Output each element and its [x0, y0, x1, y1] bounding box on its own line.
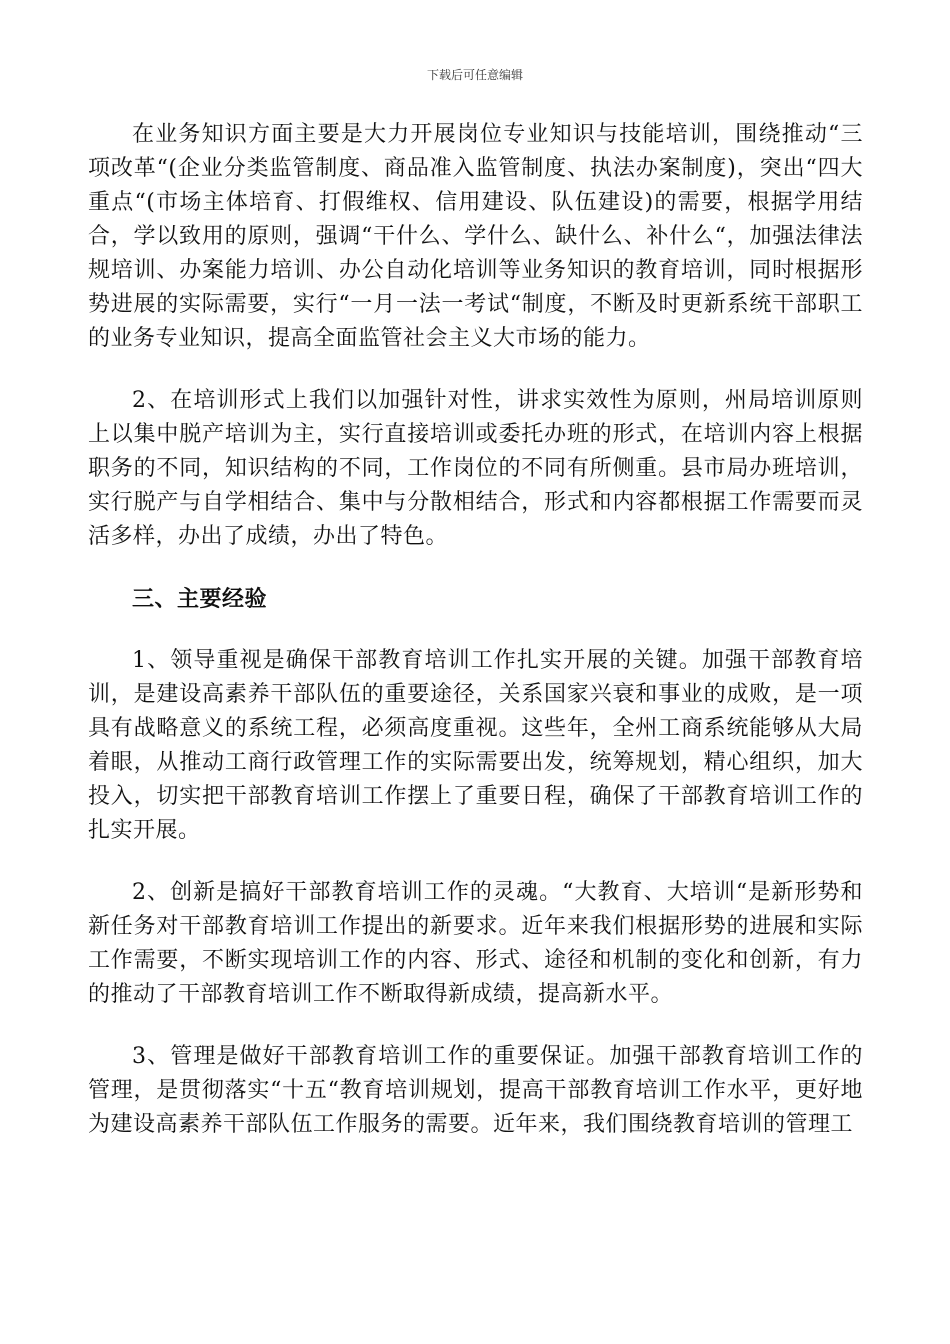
- paragraph-training-format: 2、在培训形式上我们以加强针对性，讲求实效性为原则，州局培训原则上以集中脱产培训为主，实行直接培训或委托办班的形式，在培训内容上根据职务的不同，知识结构的不同，工作岗位的不同有所侧重。县市局办班培训，实行脱产与自学相结合、集中与分散相结合，形式和内容都根据工作需要而灵活多样，办出了成绩，办出了特色。: [88, 388, 863, 549]
- page-header-note: 下载后可任意编辑: [426, 68, 523, 82]
- document-body: [88, 118, 863, 1142]
- section-heading-main-experience: 三、主要经验: [132, 586, 268, 612]
- paragraph-leadership: 1、领导重视是确保干部教育培训工作扎实开展的关键。加强干部教育培训，是建设高素养干部队伍的重要途径，关系国家兴衰和事业的成败，是一项具有战略意义的系统工程，必须高度重视。这些年，全州工商系统能够从大局着眼，从推动工商行政管理工作的实际需要出发，统筹规划，精心组织，加大投入，切实把干部教育培训工作摆上了重要日程，确保了干部教育培训工作的扎实开展。: [88, 648, 863, 843]
- paragraph-business-knowledge: 在业务知识方面主要是大力开展岗位专业知识与技能培训，围绕推动“三项改革“(企业分类监管制度、商品准入监管制度、执法办案制度)，突出“四大重点“(市场主体培育、打假维权、信用建设、队伍建设)的需要，根据学用结合，学以致用的原则，强调“干什么、学什么、缺什么、补什么“，加强法律法规培训、办案能力培训、办公自动化培训等业务知识的教育培训，同时根据形势进展的实际需要，实行“一月一法一考试“制度，不断及时更新系统干部职工的业务专业知识，提高全面监管社会主义大市场的能力。: [88, 122, 863, 351]
- paragraph-management: 3、管理是做好干部教育培训工作的重要保证。加强干部教育培训工作的管理，是贯彻落实“十五“教育培训规划，提高干部教育培训工作水平，更好地为建设高素养干部队伍工作服务的需要。近年来，我们围绕教育培训的管理工: [88, 1044, 863, 1137]
- paragraph-innovation: 2、创新是搞好干部教育培训工作的灵魂。“大教育、大培训“是新形势和新任务对干部教育培训工作提出的新要求。近年来我们根据形势的进展和实际工作需要，不断实现培训工作的内容、形式、途径和机制的变化和创新，有力的推动了干部教育培训工作不断取得新成绩，提高新水平。: [88, 880, 863, 1007]
